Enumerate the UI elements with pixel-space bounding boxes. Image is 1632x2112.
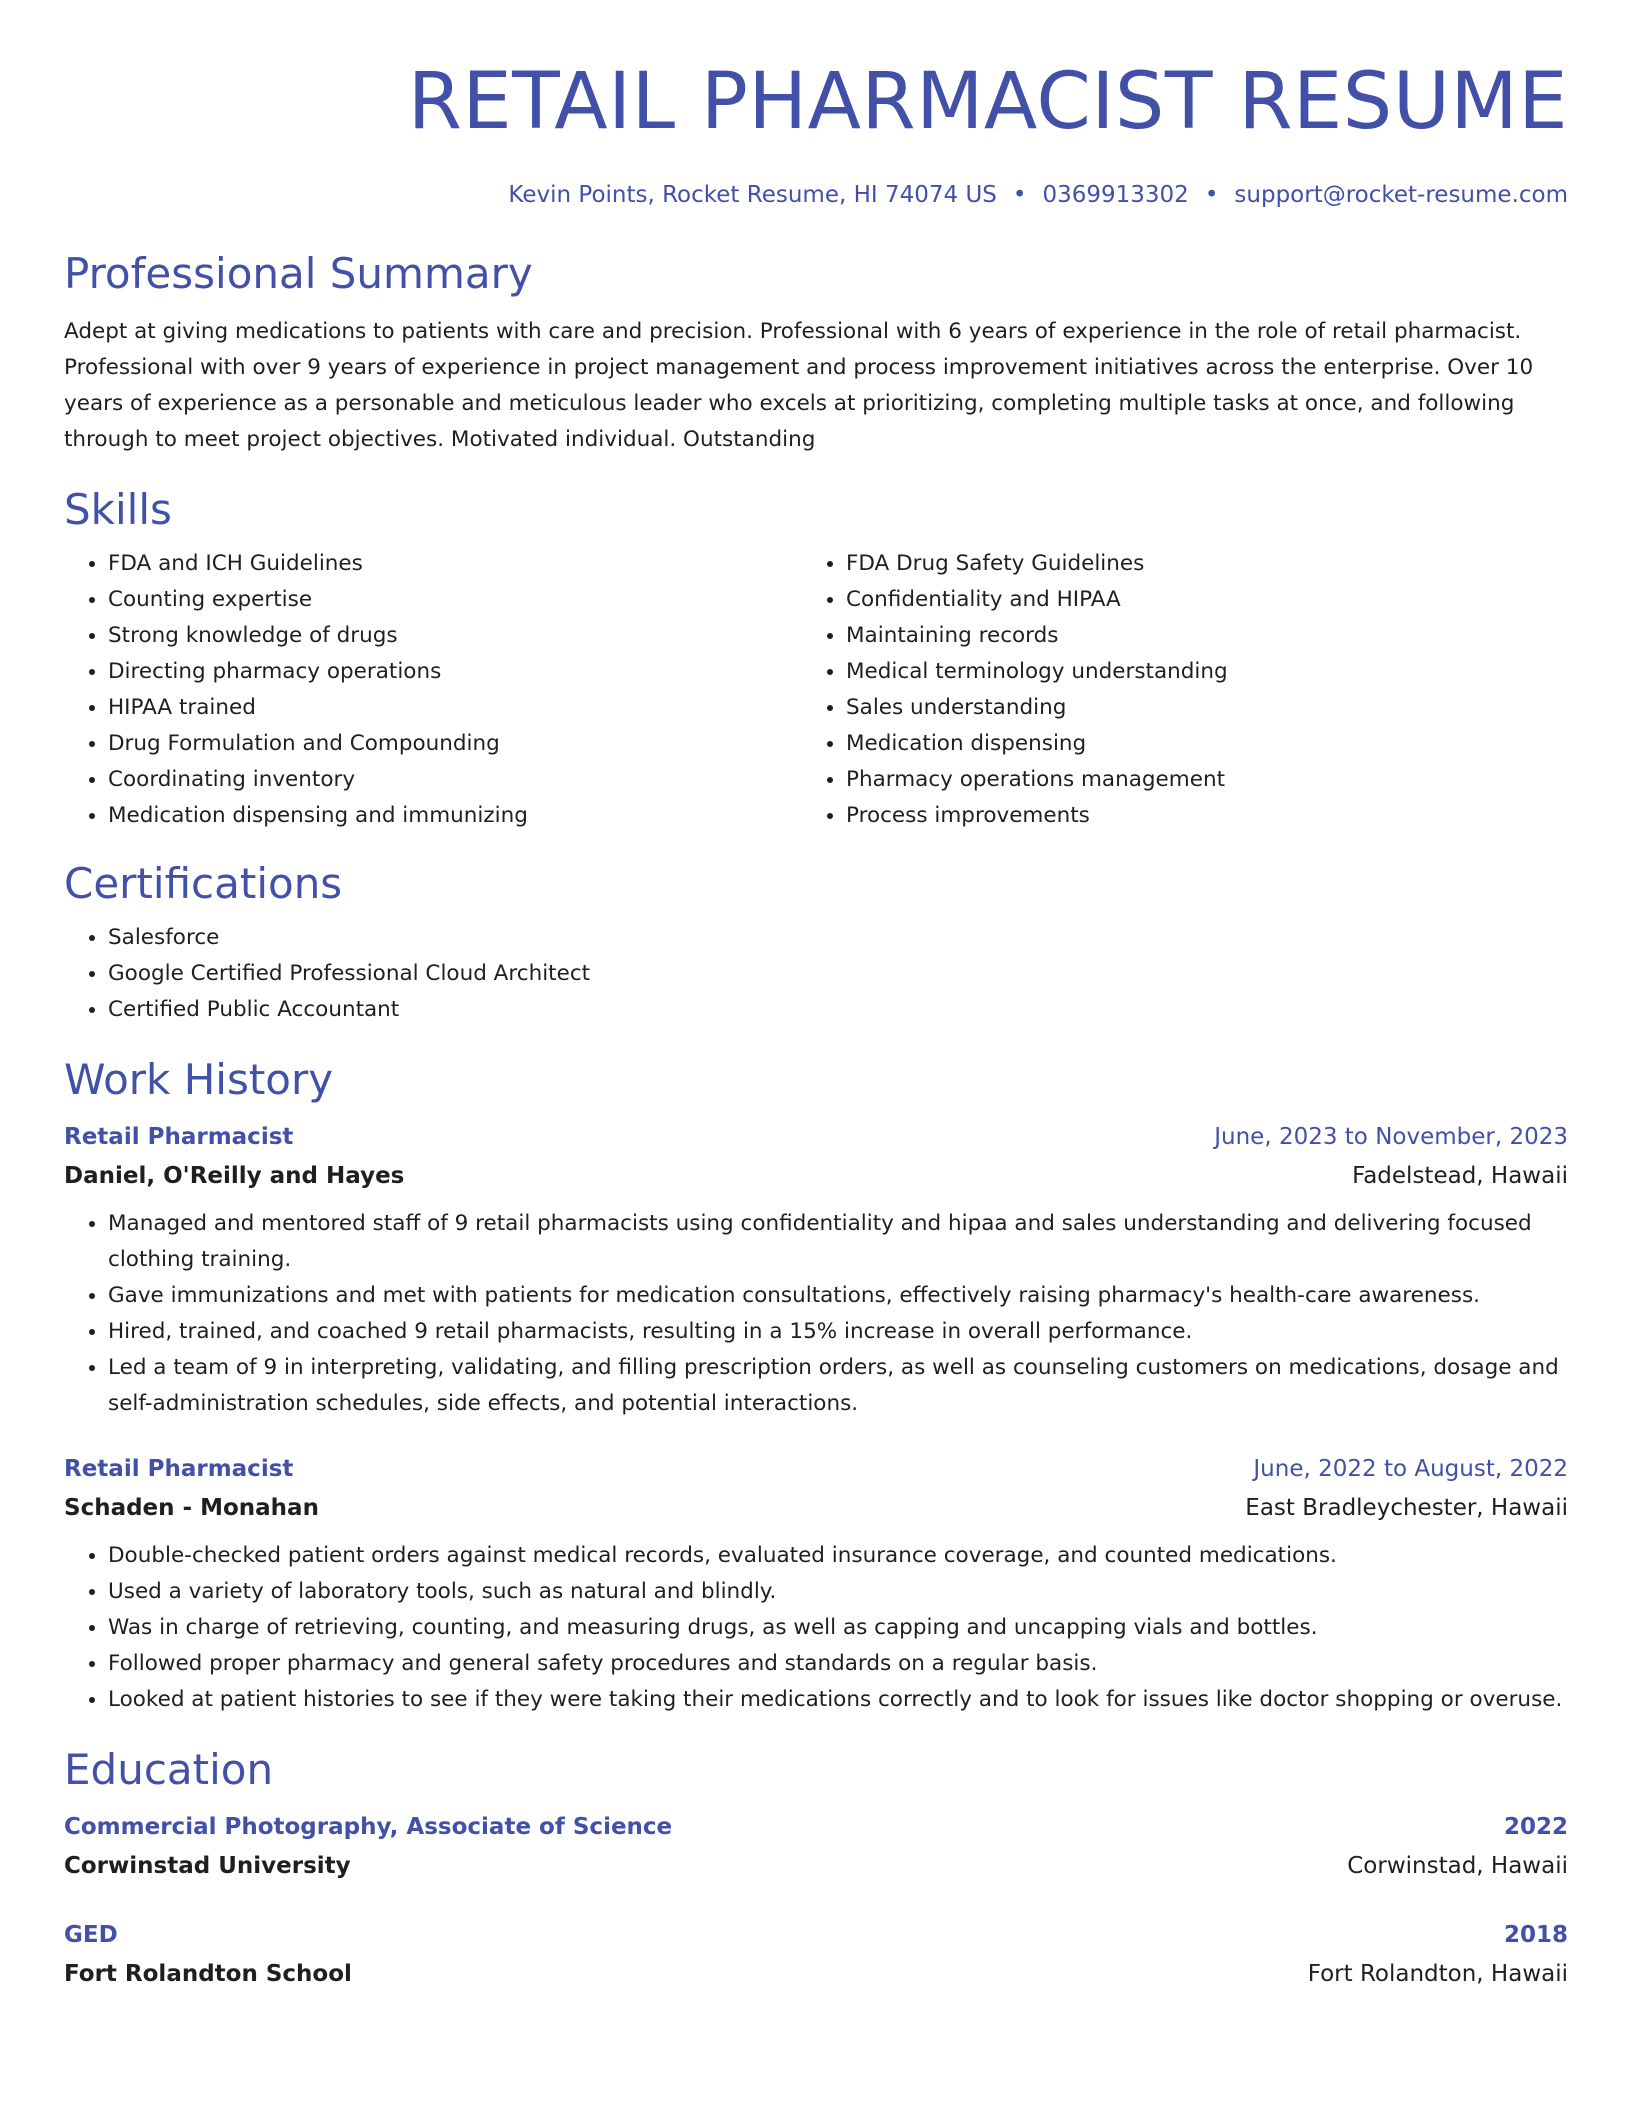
summary-text: Adept at giving medications to patients with care and precision. Professional with 6 years of experience in the role of retail pharmacist. Professional with over 9 years of experience in project management and process improvement initiatives across the enterprise. Over 10 years of experience as a personable and meticulous leader who excels at prioritizing, completing multiple tasks at once, and following through to meet project objectives. Motivated individual. Outstanding bbox=[64, 319, 1534, 452]
education-section bbox=[64, 1740, 1568, 1994]
job-title: Retail Pharmacist bbox=[64, 1124, 294, 1150]
job-header bbox=[64, 1450, 1568, 1488]
skill-item: • Counting expertise bbox=[108, 582, 802, 618]
job-bullet: • Used a variety of laboratory tools, such as natural and blindly. bbox=[108, 1574, 1568, 1610]
education-degree: GED bbox=[64, 1922, 118, 1948]
job-bullet: • Led a team of 9 in interpreting, validating, and filling prescription orders, as well as counseling customers on medications, dosage and self-administration schedules, side effects, and potential interactions. bbox=[108, 1350, 1568, 1422]
education-header bbox=[64, 1916, 1568, 1954]
job-company: Daniel, O'Reilly and Hayes bbox=[64, 1163, 405, 1189]
skills-section bbox=[64, 480, 1568, 834]
education-school: Corwinstad University bbox=[64, 1853, 351, 1879]
education-entry bbox=[64, 1808, 1568, 1886]
job-company: Schaden - Monahan bbox=[64, 1495, 319, 1521]
skill-item: • Directing pharmacy operations bbox=[108, 654, 802, 690]
skill-item: • Medical terminology understanding bbox=[846, 654, 1540, 690]
education-year: 2022 bbox=[1503, 1814, 1568, 1840]
education-degree: Commercial Photography, Associate of Science bbox=[64, 1814, 673, 1840]
contact-separator: • bbox=[1204, 182, 1219, 208]
skills-left-column bbox=[64, 546, 802, 834]
summary-heading: Professional Summary bbox=[64, 249, 533, 298]
skill-item: • Maintaining records bbox=[846, 618, 1540, 654]
certification-item: • Google Certified Professional Cloud Architect bbox=[108, 956, 1568, 992]
job-bullet: • Managed and mentored staff of 9 retail pharmacists using confidentiality and hipaa and sales understanding and delivering focused clothing training. bbox=[108, 1206, 1568, 1278]
work-history-heading: Work History bbox=[64, 1055, 334, 1104]
job-subheader bbox=[64, 1488, 1568, 1528]
education-subheader bbox=[64, 1846, 1568, 1886]
education-location: Corwinstad, Hawaii bbox=[1347, 1853, 1568, 1879]
skill-item: • Strong knowledge of drugs bbox=[108, 618, 802, 654]
skill-item: • HIPAA trained bbox=[108, 690, 802, 726]
contact-phone[interactable]: 0369913302 bbox=[1042, 182, 1189, 208]
contact-line bbox=[64, 178, 1568, 212]
certification-item: • Salesforce bbox=[108, 920, 1568, 956]
job-entry bbox=[64, 1118, 1568, 1422]
job-dates: June, 2023 to November, 2023 bbox=[1214, 1124, 1568, 1150]
contact-separator: • bbox=[1012, 182, 1027, 208]
job-bullet: • Gave immunizations and met with patients for medication consultations, effectively raising pharmacy's health-care awareness. bbox=[108, 1278, 1568, 1314]
job-bullet: • Was in charge of retrieving, counting, and measuring drugs, as well as capping and uncapping vials and bottles. bbox=[108, 1610, 1568, 1646]
skills-heading: Skills bbox=[64, 485, 172, 534]
education-entry bbox=[64, 1916, 1568, 1994]
education-school: Fort Rolandton School bbox=[64, 1961, 352, 1987]
job-bullet: • Looked at patient histories to see if they were taking their medications correctly and to look for issues like doctor shopping or overuse. bbox=[108, 1682, 1568, 1718]
skill-item: • FDA and ICH Guidelines bbox=[108, 546, 802, 582]
contact-address: Kevin Points, Rocket Resume, HI 74074 US bbox=[508, 182, 997, 208]
skills-columns bbox=[64, 546, 1568, 834]
skill-item: • Medication dispensing bbox=[846, 726, 1540, 762]
job-entry bbox=[64, 1450, 1568, 1718]
work-history-section bbox=[64, 1050, 1568, 1718]
certifications-section bbox=[64, 854, 1568, 1028]
certifications-heading: Certifications bbox=[64, 859, 343, 908]
skill-item: • Process improvements bbox=[846, 798, 1540, 834]
job-location: Fadelstead, Hawaii bbox=[1352, 1163, 1568, 1189]
skills-right-column bbox=[802, 546, 1540, 834]
job-location: East Bradleychester, Hawaii bbox=[1245, 1495, 1568, 1521]
skill-item: • FDA Drug Safety Guidelines bbox=[846, 546, 1540, 582]
job-header bbox=[64, 1118, 1568, 1156]
job-subheader bbox=[64, 1156, 1568, 1196]
skill-item: • Confidentiality and HIPAA bbox=[846, 582, 1540, 618]
education-heading: Education bbox=[64, 1745, 274, 1794]
skill-item: • Sales understanding bbox=[846, 690, 1540, 726]
job-bullet: • Hired, trained, and coached 9 retail pharmacists, resulting in a 15% increase in overall performance. bbox=[108, 1314, 1568, 1350]
education-header bbox=[64, 1808, 1568, 1846]
education-location: Fort Rolandton, Hawaii bbox=[1307, 1961, 1568, 1987]
skill-item: • Drug Formulation and Compounding bbox=[108, 726, 802, 762]
contact-email[interactable]: support@rocket-resume.com bbox=[1234, 182, 1568, 208]
summary-section bbox=[64, 244, 1568, 458]
education-subheader bbox=[64, 1954, 1568, 1994]
skill-item: • Medication dispensing and immunizing bbox=[108, 798, 802, 834]
skill-item: • Pharmacy operations management bbox=[846, 762, 1540, 798]
education-year: 2018 bbox=[1503, 1922, 1568, 1948]
job-title: Retail Pharmacist bbox=[64, 1456, 294, 1482]
skill-item: • Coordinating inventory bbox=[108, 762, 802, 798]
job-dates: June, 2022 to August, 2022 bbox=[1253, 1456, 1568, 1482]
job-bullet: • Followed proper pharmacy and general safety procedures and standards on a regular basis. bbox=[108, 1646, 1568, 1682]
job-bullet: • Double-checked patient orders against medical records, evaluated insurance coverage, and counted medications. bbox=[108, 1538, 1568, 1574]
resume-title: RETAIL PHARMACIST RESUME bbox=[407, 57, 1568, 147]
certification-item: • Certified Public Accountant bbox=[108, 992, 1568, 1028]
